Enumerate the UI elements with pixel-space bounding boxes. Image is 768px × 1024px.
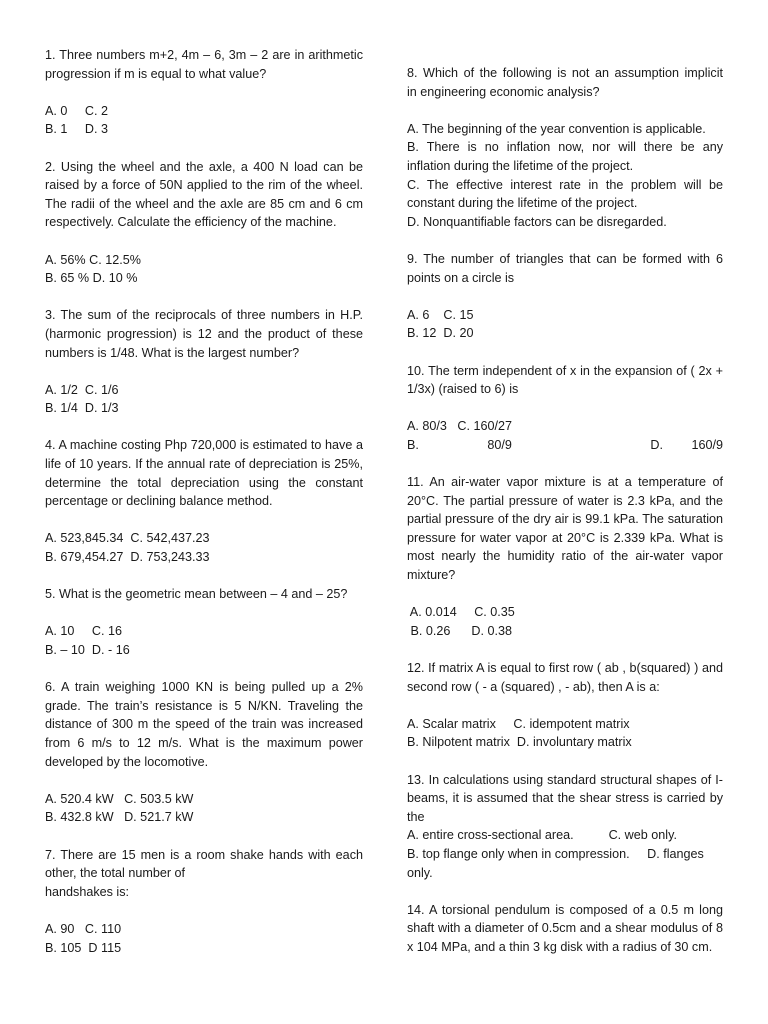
option-label-b: B. <box>407 437 419 452</box>
question-line: life of 10 years. If the annual rate of depreciation is 25%, <box>45 457 363 472</box>
answer-options: A. 80/3 C. 160/27 <box>407 419 513 434</box>
answer-options: B. 65 % D. 10 % <box>45 271 138 286</box>
answer-option-line: B. There is no inflation now, nor will there be any <box>407 140 723 155</box>
left-column <box>45 0 363 957</box>
answer-options: A. 523,845.34 C. 542,437.23 <box>45 531 210 546</box>
right-column <box>407 0 723 957</box>
answer-option-line: A. The beginning of the year convention is applicable. <box>407 121 706 136</box>
question-line: x 104 MPa, and a thin 3 kg disk with a radius of 30 cm. <box>407 939 713 954</box>
answer-options: A. 10 C. 16 <box>45 624 123 639</box>
question-line: distance of 300 m the speed of the train was increased <box>45 717 363 732</box>
answer-options: A. 1/2 C. 1/6 <box>45 382 119 397</box>
answer-options: B. 679,454.27 D. 753,243.33 <box>45 550 210 565</box>
option-label-d: D. <box>650 437 663 452</box>
answer-options: A. 6 C. 15 <box>407 307 474 322</box>
question-line: progression if m is equal to what value? <box>45 66 267 81</box>
answer-options: A. 0 C. 2 <box>45 103 108 118</box>
answer-option-line: constant during the lifetime of the project. <box>407 196 638 211</box>
question-line: most nearly the humidity ratio of the air-water vapor <box>407 549 723 564</box>
answer-options: B. 105 D 115 <box>45 940 122 955</box>
question-line: 1/3x) (raised to 6) is <box>407 382 519 397</box>
answer-options: B. top flange only when in compression. D. flanges <box>407 846 704 861</box>
question-2 <box>45 158 363 288</box>
answer-options: B. 12 D. 20 <box>407 326 474 341</box>
answer-option-line: inflation during the lifetime of the project. <box>407 158 634 173</box>
question-line: 5. What is the geometric mean between – 4 and – 25? <box>45 587 348 602</box>
answer-options: B. 1/4 D. 1/3 <box>45 401 119 416</box>
question-line: 2. Using the wheel and the axle, a 400 N load can be <box>45 159 363 174</box>
question-line: mixture? <box>407 568 456 583</box>
answer-options-spread <box>407 436 723 455</box>
question-9 <box>407 250 723 343</box>
option-value-b: 80/9 <box>487 437 512 452</box>
question-7 <box>45 846 363 958</box>
answer-option-line: D. Nonquantifiable factors can be disregarded. <box>407 214 667 229</box>
question-13 <box>407 771 723 883</box>
question-line: 9. The number of triangles that can be formed with 6 <box>407 251 723 266</box>
question-line: 13. In calculations using standard structural shapes of I- <box>407 772 723 787</box>
question-11 <box>407 473 723 640</box>
question-line: 10. The term independent of x in the expansion of ( 2x + <box>407 363 723 378</box>
answer-options: only. <box>407 865 433 880</box>
question-line: from 6 m/s to 12 m/s. What is the maximum power <box>45 735 363 750</box>
question-line: second row ( - a (squared) , - ab), then A is a: <box>407 679 660 694</box>
question-1 <box>45 46 363 139</box>
answer-option-line: C. The effective interest rate in the problem will be <box>407 177 723 192</box>
question-10 <box>407 362 723 455</box>
question-line: 14. A torsional pendulum is composed of a 0.5 m long <box>407 902 723 917</box>
question-line: 1. Three numbers m+2, 4m – 6, 3m – 2 are in arithmetic <box>45 48 363 62</box>
question-3 <box>45 306 363 418</box>
question-line: handshakes is: <box>45 884 130 899</box>
question-14 <box>407 901 723 957</box>
question-line: respectively. Calculate the efficiency of the machine. <box>45 215 337 230</box>
question-line: determine the total depreciation using the constant <box>45 475 363 490</box>
question-6 <box>45 678 363 827</box>
question-line: 8. Which of the following is not an assumption implicit <box>407 66 723 80</box>
question-line: 11. An air-water vapor mixture is at a temperature of <box>407 475 723 490</box>
question-line: 12. If matrix A is equal to first row ( ab , b(squared) ) and <box>407 661 723 675</box>
answer-options: B. Nilpotent matrix D. involuntary matrix <box>407 735 632 750</box>
question-line: pressure for water vapor at 20°C is 2.339 kPa. What is <box>407 530 723 545</box>
answer-options: A. 90 C. 110 <box>45 921 122 936</box>
question-line: partial pressure of the dry air is 99.1 kPa. The saturation <box>407 512 723 527</box>
answer-options: B. 0.26 D. 0.38 <box>407 623 513 638</box>
question-line: beams, it is assumed that the shear stress is carried by <box>407 791 723 806</box>
question-line: numbers is 1/48. What is the largest number? <box>45 345 300 360</box>
answer-options: B. 1 D. 3 <box>45 122 108 137</box>
question-line: 3. The sum of the reciprocals of three numbers in H.P. <box>45 308 363 323</box>
question-line: points on a circle is <box>407 270 515 285</box>
question-line: other, the total number of <box>45 866 186 881</box>
question-line: grade. The train’s resistance is 5 N/KN. Traveling the <box>45 698 363 713</box>
answer-options: A. 520.4 kW C. 503.5 kW <box>45 791 194 806</box>
question-line: 4. A machine costing Php 720,000 is estimated to have a <box>45 438 363 453</box>
question-line: The radii of the wheel and the axle are 85 cm and 6 cm <box>45 196 363 211</box>
question-line: the <box>407 809 425 824</box>
answer-options: B. 432.8 kW D. 521.7 kW <box>45 810 194 825</box>
question-line: (harmonic progression) is 12 and the product of these <box>45 326 363 341</box>
question-line: 6. A train weighing 1000 KN is being pulled up a 2% <box>45 680 363 695</box>
question-line: 7. There are 15 men is a room shake hands with each <box>45 847 363 862</box>
question-line: raised by a force of 50N applied to the rim of the wheel. <box>45 178 363 193</box>
question-line: developed by the locomotive. <box>45 754 209 769</box>
answer-options: A. entire cross-sectional area. C. web only. <box>407 828 677 843</box>
option-value-d: 160/9 <box>691 437 723 452</box>
answer-options: B. – 10 D. - 16 <box>45 643 130 657</box>
question-5 <box>45 585 363 659</box>
question-line: percentage or declining balance method. <box>45 494 273 509</box>
question-line: in engineering economic analysis? <box>407 84 600 99</box>
question-12 <box>407 659 723 752</box>
question-line: shaft with a diameter of 0.5cm and a shear modulus of 8 <box>407 921 723 936</box>
question-4 <box>45 436 363 566</box>
answer-options: A. 0.014 C. 0.35 <box>407 605 515 620</box>
question-8 <box>407 64 723 231</box>
answer-options: A. Scalar matrix C. idempotent matrix <box>407 716 630 731</box>
answer-options: A. 56% C. 12.5% <box>45 252 141 267</box>
question-line: 20°C. The partial pressure of water is 2.3 kPa, and the <box>407 493 723 508</box>
